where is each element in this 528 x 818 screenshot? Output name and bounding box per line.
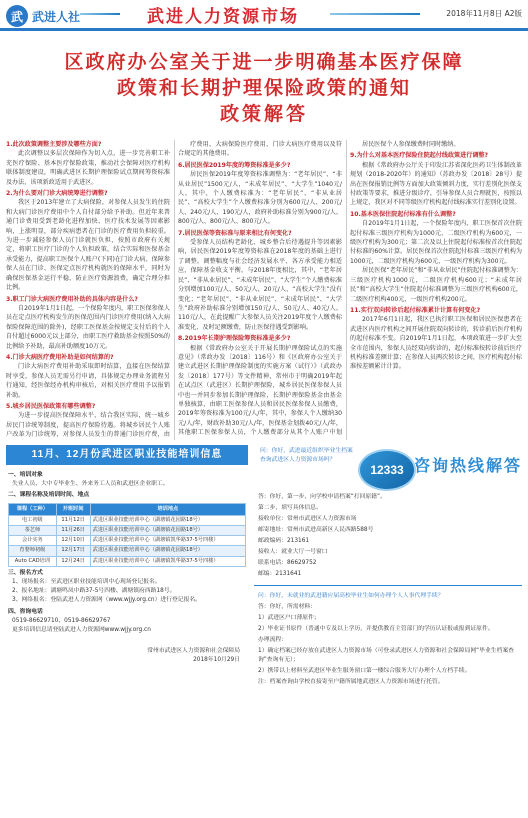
- training-notice: [6, 445, 248, 810]
- paragraph: 门诊大病医疗费用补助采取即时结算，直接在医保结算时享受，参保人员无需另行申请，具体规定办理业务流程另行通知，经医保经办机构审核后，对相关医疗费用予以报销补助。: [6, 363, 170, 399]
- column-divider: [174, 140, 175, 440]
- headline-line-1: 区政府办公室关于进一步明确基本医疗保障: [64, 52, 464, 73]
- headline-line-2: 政策和长期护理保险政策的通知: [116, 78, 411, 99]
- list-item: 0519-86629710、0519-86629767: [12, 617, 111, 624]
- headline-line-3: 政策解答: [219, 104, 308, 125]
- section-heading: 二、课程名称及培训时间、地点: [8, 492, 90, 499]
- question-heading: 5.城乡居民医保政策有哪些调整?: [6, 402, 96, 410]
- list-item: 2、报名地址：湖塘鸣凤中路37-5号四楼、湖塘镇府西路18号。: [12, 588, 176, 595]
- training-schedule-table: [8, 503, 246, 567]
- qa-answer-2: [258, 603, 518, 687]
- article-column-1: [6, 140, 170, 438]
- cell-course: Auto CAD培训: [9, 556, 57, 566]
- qa-answer-1: [254, 493, 522, 579]
- cell-location: 武进区职业技能培训中心（湖塘镇花园路18号）: [90, 546, 245, 556]
- paragraph: 疗费用、大病保险医疗费用、门诊大病医疗费用以及符合规定的其他费用。: [178, 141, 342, 158]
- paragraph: 自2019年1月1日起，一个保险年度内，职工医保参保人员在定点医疗机构发生的医保范围内门诊医疗费用(纳入大病保险保障范围的除外)，经职工医保基金按规定支付后的个人自付超过6000元以上部分，由职工医疗救助基金按照50%的比例给予补助，最高补助额度10万元。: [6, 304, 170, 350]
- list-item: 1、现场报名：至武进区职业技能培训中心现场登记报名。: [12, 579, 161, 586]
- cell-location: 武进区职业技能培训中心（湖塘镇花园路18号）: [90, 515, 245, 525]
- qa-header: [254, 445, 522, 491]
- question-heading: 8.2019年长期护理保险筹资标准是多少?: [178, 335, 291, 343]
- cell-location: 武进区职业技能培训中心（湖塘镇凯华路37-5号四楼）: [90, 556, 245, 566]
- table-row: [9, 536, 246, 546]
- paragraph: 我区于2013年建立了大病保险，对参保人员发生的住院和大病门诊医疗费用中个人自付部分给予补助。但近年来普通门诊费用受到老龄化进程加快、医疗技术发展等因素影响，上涨明显，部分疾病患者在门诊的医疗费用负担较重。为进一步减轻参保人员门诊就医负担，按照市政府有关规定，将职工医疗门诊的个人负担政策，结合实际和医保基金承受能力，提高职工医保个人账户(下同)在门诊大病、保障参保人员在门诊、医保定点医疗机构就医的保障水平，同时为确保医保基金运行平稳，防止医疗资源浪费，确定合理分担比例。: [6, 199, 170, 292]
- hotline-badge: 12333: [358, 449, 416, 491]
- paragraph: 根据《常政府办公厅关于印发江苏省深化医药卫生体制改革规划（2018-2020年）的通知》（苏政办发〔2018〕28号）提出在医保报销比例等方面加大政策倾斜力度，实行差别化医保支付政策等要求，推进分级诊疗，引导参保人员合理就医，按照以上规定，我区对不同等级医疗机构起付线标准实行差别化设置。: [350, 161, 522, 207]
- list-item: 邮政编码：213161: [258, 538, 310, 544]
- qa-question-1: 问：你好，武进最近组织毕业生档案查询武进区人力资源市场吗？: [260, 448, 353, 463]
- table-row: [9, 526, 246, 536]
- qa-title: 咨询热线解答: [413, 458, 522, 475]
- article-column-2: [178, 140, 342, 438]
- cell-course: 育婴师初级: [9, 546, 57, 556]
- cell-date: 12月10日: [56, 536, 90, 546]
- paragraph: 为进一步提高医保保障水平，结合我区实际，统一城乡居民门诊统筹制度，提高医疗保险待遇。将城乡居民个人账户改革为门诊统筹，对参保人员发生的普通门诊医疗费，由: [6, 412, 170, 438]
- cell-course: 会计实务: [9, 536, 57, 546]
- paragraph: 受参保人员结构老龄化、城乡整合后待遇提升等因素影响，居民医保2019年度筹资标准在2018年度的基础上进行了调整。调整幅度与社会经济发展水平、各方承受能力相适应，保障基金收支平衡。与2018年度相比，其中，“老年居民”、“非从业居民”、“未成年居民”、“大学生”个人缴费标准分别增加100元/人、50元/人、20元/人、“高校大学生”没有变化；“老年居民”、“非从业居民”、“未成年居民”、“大学生”政府补助标准分别增加150元/人、50元/人、40元/人、110元/人，在此提醒广大参保人员关注2019年度个人缴费标准变化，及时足额缴费，防止医保待遇受到影响。: [178, 239, 342, 331]
- hotline-qa: [254, 445, 522, 810]
- logo: [6, 4, 80, 28]
- training-title: 11月、12月份武进区职业技能培训信息: [6, 445, 248, 465]
- paragraph: 居民医保个人参保缴费时同时缴纳。: [362, 141, 460, 148]
- question-heading: 9.为什么对基本医疗保险住院起付线政策进行调整?: [350, 152, 489, 160]
- cell-location: 武进区职业技能培训中心（湖塘镇凯华路37-5号四楼）: [90, 536, 245, 546]
- question-heading: 3.职工门诊大病医疗费用补助的具体内容是什么?: [6, 295, 138, 303]
- table-row: [9, 556, 246, 566]
- training-body: [6, 465, 248, 665]
- wave-decoration-left: [80, 13, 120, 15]
- paragraph: 居民医保“老年居民”和“非从业居民”住院起付标准调整为：三级医疗机构1000元，二级医疗机构600元；“未成年居民”和“高校大学生”住院起付标准调整为三级医疗机构600元，二级医疗机构400元，一级医疗机构200元。: [350, 267, 522, 303]
- list-item: 办理流程：: [258, 637, 287, 643]
- cell-date: 12月17日: [56, 546, 90, 556]
- logo-mark-icon: 武: [6, 5, 28, 27]
- list-item: 邮寄地址：常州市武进高新区人民西路588号: [258, 527, 374, 533]
- list-item: 接收单位：常州市武进区人力资源市场: [258, 516, 357, 522]
- cell-date: 11月26日: [56, 526, 90, 536]
- list-item: 更多培训信息请登陆武进人力资源网www.wjjy.org.cn: [12, 627, 151, 634]
- question-heading: 6.居民医保2019年度的筹资标准是多少?: [178, 161, 291, 169]
- header-rule: [0, 28, 528, 31]
- table-row: [9, 515, 246, 525]
- question-heading: 7.居民医保等资标准与原来相比有何变化?: [178, 229, 292, 237]
- list-item: 1）武进区户口薄原件；: [258, 615, 320, 621]
- issue-date: 2018年11月8日 A2版: [446, 9, 522, 18]
- paragraph: 2017年6月1日起，我区已执行职工医保和居民医保患者在武进区内医疗机构之间开展住院双向转诊的，转诊前后医疗机构的起付标准不变。自2019年1月1日起，本项政策进一步扩大至全市范围内，参保人员经双向转诊的，起付标准按转诊前后医疗机构标准差额计算；在参保人员两次转诊之间，医疗机构起付标准按差额累计计算。: [350, 316, 522, 371]
- table-row: [9, 546, 246, 556]
- list-item: 1）确定档案已经存放在武进区人力资源市场（可登录武进区人力资源和社会保障局网“毕业生档案查询”查询有无）；: [258, 648, 514, 663]
- qa-question-2: 问：你好，未就业的武进籍应届高校毕业生如何办理个人人事代理手续？: [258, 593, 444, 599]
- column-divider: [346, 140, 347, 440]
- masthead-title: 武进人力资源市场: [147, 7, 299, 26]
- list-item: 邮编：2131641: [258, 571, 302, 577]
- cell-course: 电工初级: [9, 515, 57, 525]
- paragraph: 居民医保2019年度筹资标准调整为：“老年居民”、“非从业居民”1500元/人，“未成年居民”、“大学生”1040元/人，其中，个人缴费标准为：“老年居民”、“非从业居民”、“高校大学生”个人缴费标准分别为600元/人、200元/人、240元/人、190元/人，政府补助标准分别为900元/人、800元/人、800元/人、800元/人。: [178, 171, 342, 226]
- question-heading: 10.基本医保住院起付标准有什么调整?: [350, 210, 456, 218]
- table-header-date: 开班时间: [56, 503, 90, 515]
- section-text: 失业人员、大中专毕业生、外来务工人员和武进区企业职工。: [12, 481, 169, 488]
- cell-date: 12月24日: [56, 556, 90, 566]
- issuer: 常州市武进区人力资源和社会保障局: [147, 648, 240, 655]
- issue-date-footer: 2018年10月29日: [193, 657, 240, 664]
- paragraph: 此次调整以多层次保障作为切入点，进一步完善职工补充医疗保险、基本医疗保险政策，推动社会保障对医疗机构联体制度建设，明确武进区长期护理保险试点期间筹资标准及办法，该项新政适用于武进区。: [6, 150, 170, 186]
- cell-course: 茶艺师: [9, 526, 57, 536]
- paragraph: 自2019年1月1日起，一个保险年度内，职工医保首次住院起付标准三级医疗机构为1000元，二级医疗机构为600元，一级医疗机构为300元；第二次及以上住院起付标准按首次住院起付标准的60%计算。居民医保首次住院起付标准三级医疗机构为1000元，二级医疗机构为600元，一级医疗机构为300元。: [350, 220, 522, 265]
- page-header: [0, 0, 528, 44]
- qa-block-2: [254, 592, 522, 687]
- question-heading: 2.为什么要对门诊大病统筹进行调整?: [6, 190, 108, 198]
- training-footer: [8, 647, 246, 665]
- cell-date: 11月12日: [56, 515, 90, 525]
- list-item: 3、网络报名：登陆武进人力资源网（www.wjjy.org.cn）进行登记报名。: [12, 597, 201, 604]
- list-item: 答：你好，第一步，向学校申请档案“打回原籍”。: [258, 494, 386, 500]
- table-header-location: 培训地点: [90, 503, 245, 515]
- section-heading: 三、报名方式: [8, 569, 43, 576]
- list-item: 第二步，填写具体信息。: [258, 505, 322, 511]
- logo-text: 武进人社: [32, 9, 81, 24]
- registration-list: [8, 578, 246, 606]
- cell-location: 武进区职业技能培训中心（湖塘镇花园路18号）: [90, 526, 245, 536]
- qa-divider: [254, 585, 522, 586]
- section-heading: 四、咨询电话: [8, 608, 43, 615]
- list-item: 2）毕业证书原件（普通中专及以上学历，并提供教育主管部门的学历认证报或报到证原件。: [258, 626, 494, 632]
- question-heading: 4.门诊大病医疗费用补助是如何结算的?: [6, 353, 114, 361]
- headline: [0, 50, 528, 128]
- question-heading: 1.此次政策调整主要涉及哪些方面?: [6, 141, 102, 148]
- article-column-3: [350, 140, 522, 438]
- wave-decoration-right: [330, 13, 420, 15]
- question-heading: 11.实行双向转诊后起付标准累计计算有何变化?: [350, 306, 481, 314]
- list-item: 2）携带以上材料至武进区毕业生服务窗口第一楼综合服务大厅办理个人方档手续。: [258, 668, 471, 674]
- list-item: 联系电话：86629752: [258, 560, 317, 566]
- list-item: 接收人：就业大厅一号窗口: [258, 549, 328, 555]
- section-heading: 一、培训对象: [8, 472, 43, 478]
- contact-list: [8, 617, 246, 635]
- list-item: 注：档案查询由学校直接寄至户籍所属地武进区人力资源市场进行托管。: [258, 679, 444, 685]
- table-header-course: 课程（工种）: [9, 503, 57, 515]
- list-item: 答：你好，所需材料：: [258, 604, 316, 610]
- paragraph: 根据《常政府办公室关于开展长期护理保险试点的实施意见》（常政办发〔2018〕116号）和《区政府办公室关于建立武进区长期护理保险制度的实施方案（试行）》（武政办发〔2018〕177号）等文件精神，常州市于明确2019年起在试点区（武进区）长期护理保险，城乡居民医保参保人员中也一并同步参加长期护理保险，长期护理保险基金由基金单独核算，由职工医保参保人员和居民医保参保人员缴费，2019年筹资标准为100元/人/年，其中，参保人个人缴纳30元/人/年，财政补助30元/人/年，医保基金划拨40元/人/年，其他职工医保参保人员，个人缴费部分从其个人账户中划: [178, 344, 342, 437]
